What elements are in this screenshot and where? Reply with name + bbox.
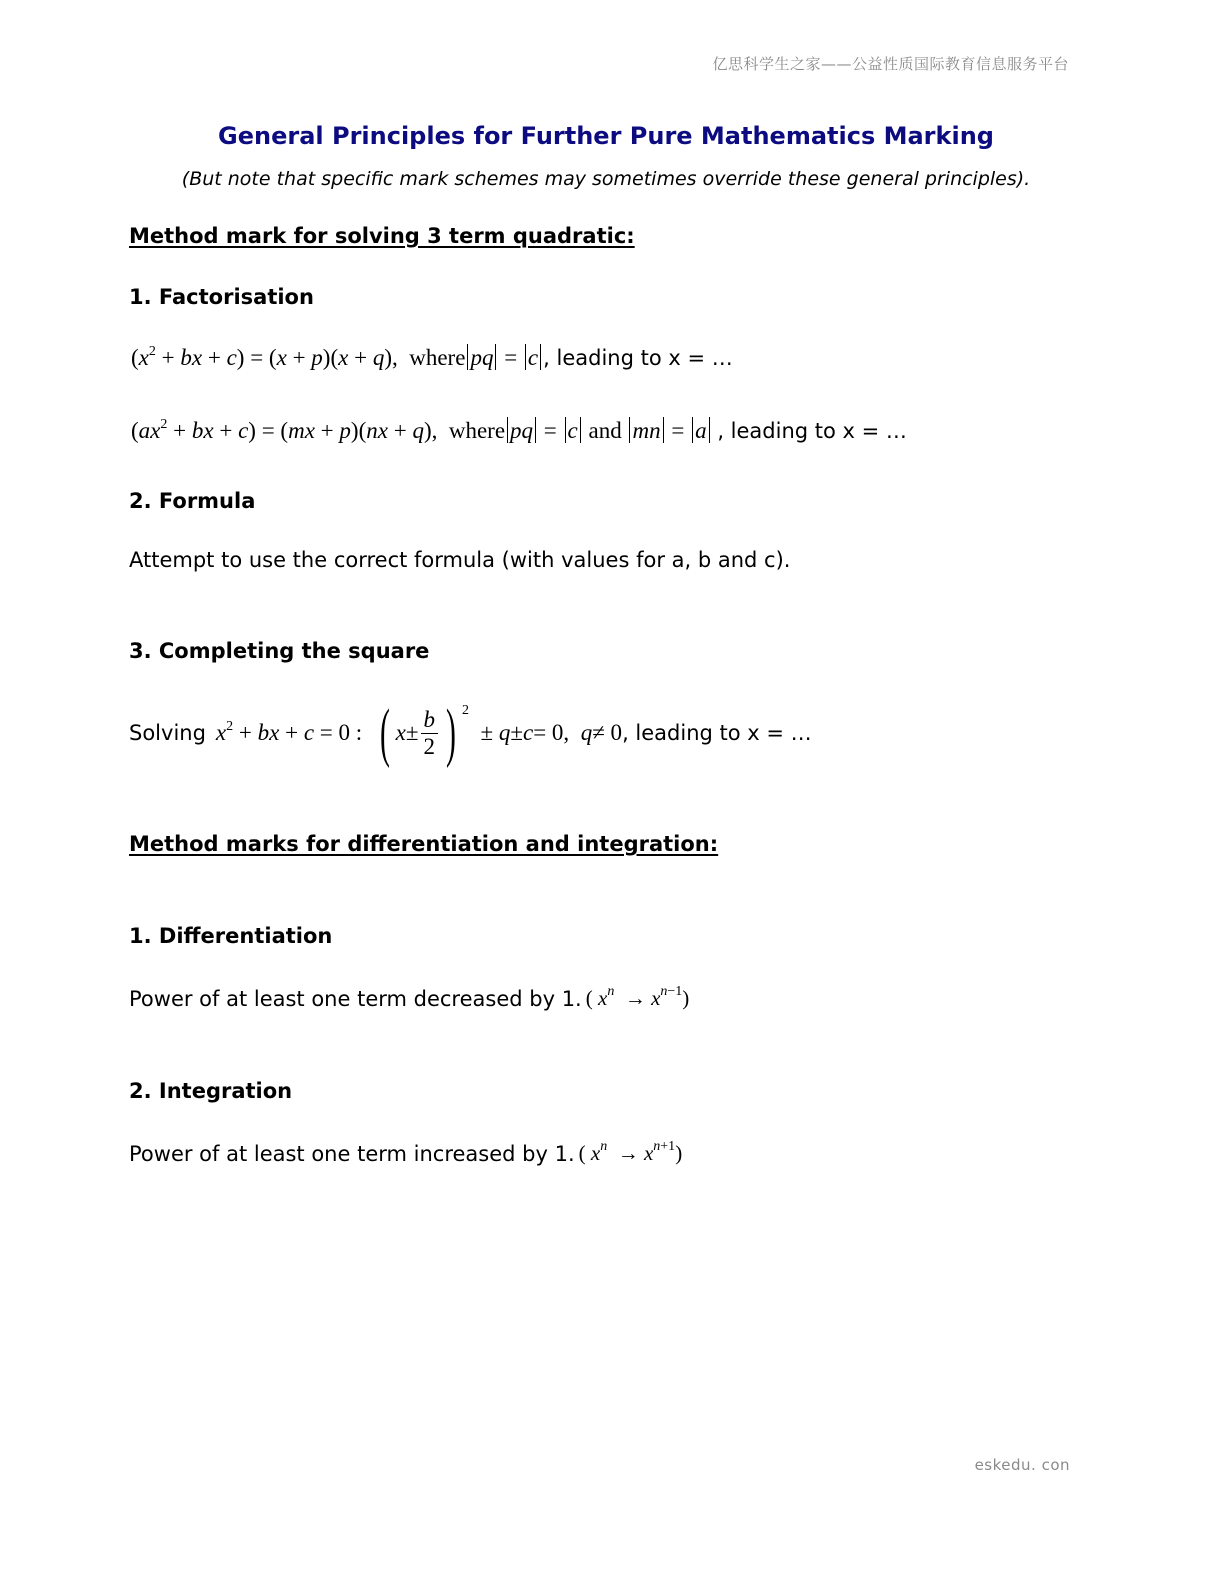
calculus-section-heading: Method marks for differentiation and integration: [129,832,719,856]
quadratic-section-heading: Method mark for solving 3 term quadratic: [129,224,635,248]
page-title: General Principles for Further Pure Mathematics Marking [218,122,994,150]
integration-heading: 2. Integration [129,1079,293,1103]
factorisation-lead-1: , leading to x = … [543,345,733,370]
completing-square-heading: 3. Completing the square [129,639,430,663]
completing-square-formula [129,696,812,769]
factorisation-formula-2 [131,417,907,444]
solving-label: Solving [129,721,206,745]
formula-text: Attempt to use the correct formula (with values for a, b and c). [129,548,791,572]
factorisation-lead-2: , leading to x = … [717,418,907,443]
differentiation-text: Power of at least one term decreased by 1. [129,986,582,1011]
factorisation-math-1: ($x^2$ + bx + c) = (x + p)(x + q), where pq = c [131,344,543,371]
quadratic-equation: $x^2$ + bx + c = 0 : [215,719,374,745]
integration-rule [129,1141,682,1166]
integration-math: ( $x^n \to x^{n+1}$) [578,1139,683,1165]
factorisation-heading: 1. Factorisation [129,285,314,309]
integration-text: Power of at least one term increased by 1. [129,1141,575,1166]
formula-heading: 2. Formula [129,489,256,513]
factorisation-math-2: ($ax^2$ + bx + c) = (mx + p)(nx + q), where pq = c and mn = a [131,417,717,444]
differentiation-heading: 1. Differentiation [129,924,333,948]
completed-square-expression: ( x ± $\frac{b}{2}$ ) 2 ± q ± c = 0, q ≠ 0 [379,696,623,769]
differentiation-rule [129,986,689,1011]
factorisation-formula-1 [131,344,733,371]
page-subtitle: (But note that specific mark schemes may sometimes override these general principles). [181,168,1031,190]
footer-site: eskedu. con [974,1456,1070,1474]
header-site-note: 亿思科学生之家——公益性质国际教育信息服务平台 [712,55,1069,73]
differentiation-math: ( $x^n \to x^{n-1}$) [585,984,690,1010]
completing-square-lead: , leading to x = … [622,721,812,745]
